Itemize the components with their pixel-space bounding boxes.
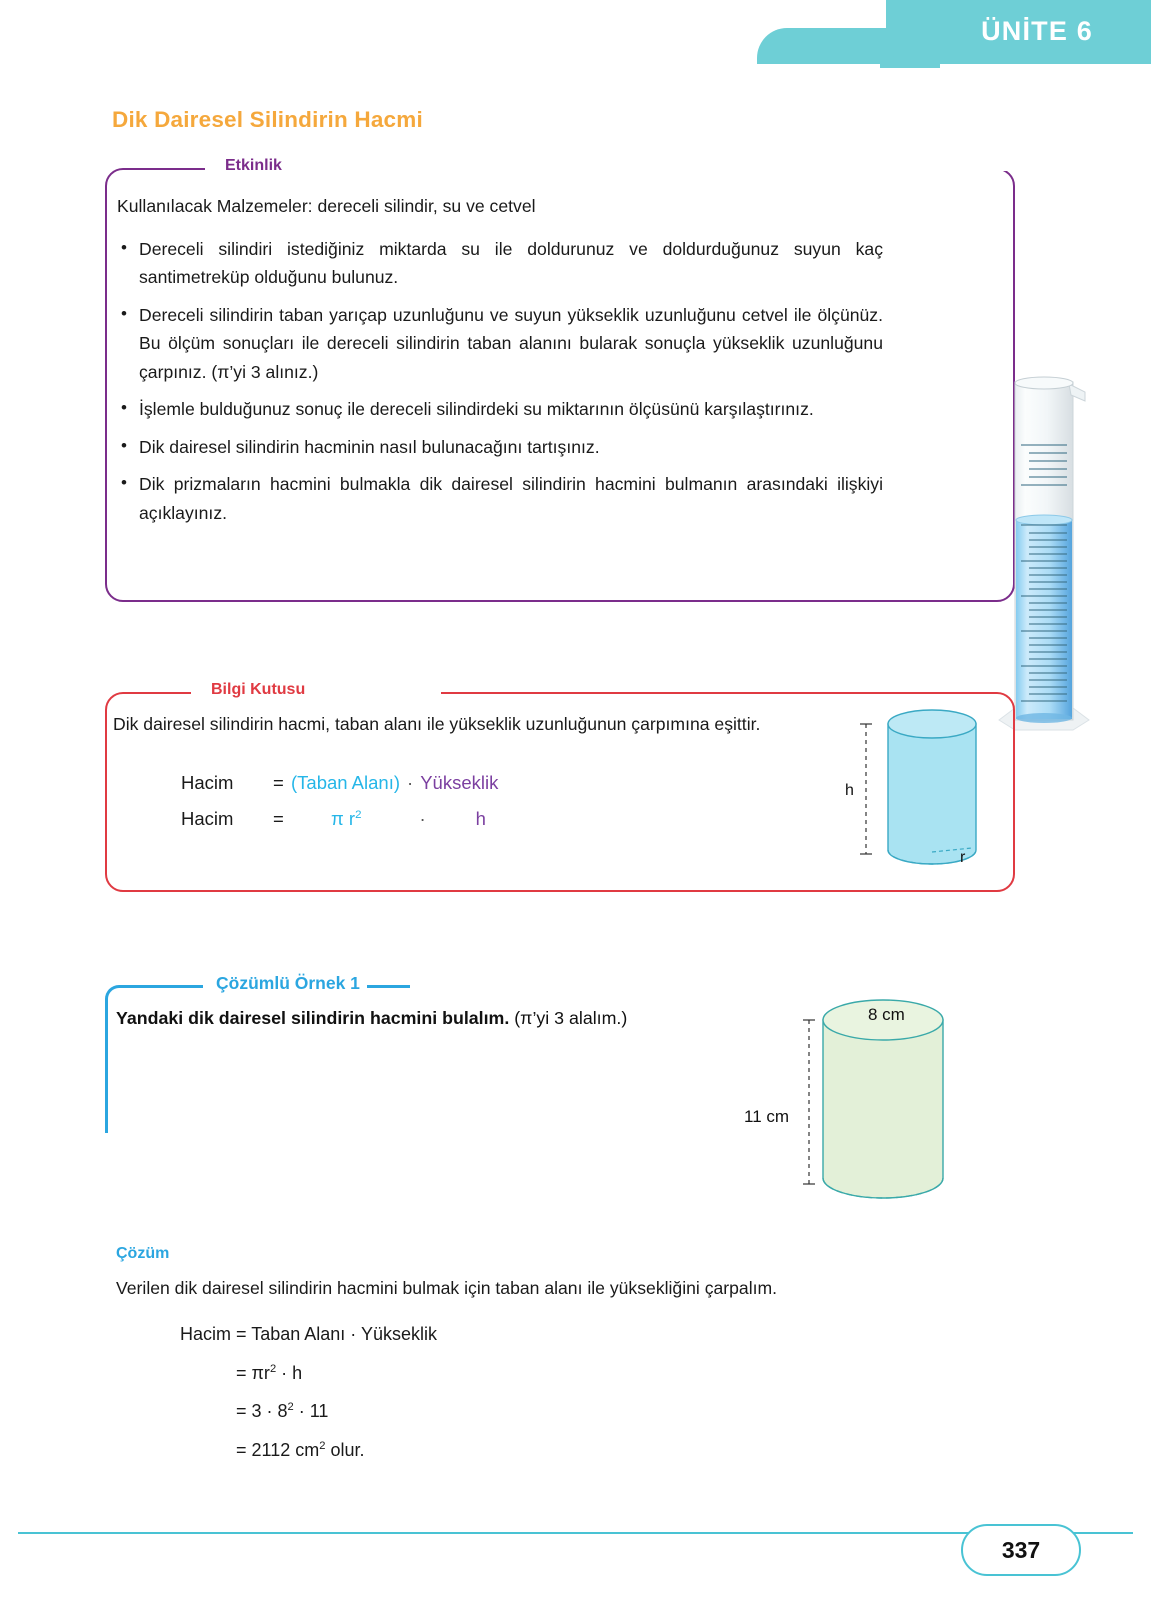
formula1-equals: = <box>273 772 284 793</box>
formula2-equals: = <box>273 808 284 829</box>
page-number: 337 <box>961 1524 1081 1576</box>
page-title: Dik Dairesel Silindirin Hacmi <box>112 107 423 132</box>
cylinder-radius-label: r <box>960 849 966 866</box>
solution-step: Hacim = Taban Alanı · Yükseklik <box>180 1324 437 1344</box>
formula-row-words <box>181 772 498 794</box>
formula1-base-area: (Taban Alanı) <box>291 772 401 793</box>
solution-label: Çözüm <box>116 1245 170 1262</box>
etkinlik-content <box>113 192 883 536</box>
example-bracket-line-left <box>125 985 203 988</box>
cylinder-diagram-icon <box>840 702 1005 874</box>
solution-step: = $3 \cdot 8^2 \cdot 11$ <box>236 1401 329 1422</box>
example-tab-label: Çözümlü Örnek 1 <box>209 973 367 994</box>
example-statement-note: (π’yi 3 alalım.) <box>514 1008 628 1028</box>
list-item: • Dereceli silindiri istediğiniz miktarda su ile doldurunuz ve doldurduğunuz suyun kaç santimetreküp olduğunu bulunuz. <box>113 235 883 292</box>
formula2-base-area: π $r^2$ <box>331 808 362 829</box>
formula2-dot: · <box>419 808 426 829</box>
etkinlik-materials-line: Kullanılacak Malzemeler: dereceli silindir, su ve cetvel <box>117 196 536 216</box>
solution-step: = 2112 $cm^2$ olur. <box>236 1440 365 1461</box>
unit-label: ÜNİTE 6 <box>981 16 1093 46</box>
formula1-dot: · <box>407 772 414 793</box>
example-bracket-corner <box>105 985 127 1007</box>
example-height-label: 11 cm <box>744 1107 790 1126</box>
bilgi-kutusu-statement: Dik dairesel silindirin hacmi, taban alanı ile yükseklik uzunluğunun çarpımına eşittir. <box>113 714 761 734</box>
etkinlik-tab-label: Etkinlik <box>215 157 292 175</box>
formula-row-symbols <box>181 808 498 830</box>
example-bracket-vertical <box>105 1001 108 1133</box>
list-item: • Dik dairesel silindirin hacminin nasıl bulunacağını tartışınız. <box>113 433 883 462</box>
list-item: • Dereceli silindirin taban yarıçap uzunluğunu ve suyun yükseklik uzunluğunu cetvel ile ölçünüz. Bu ölçüm sonuçları ile dereceli silindirin taban alanını bularak sonuçla yükseklik uzunluğunu çarpınız. (π’yi 3 alınız.) <box>113 301 883 387</box>
unit-header <box>0 0 1151 72</box>
solution-step: = $\pi r^2 \cdot h$ <box>236 1362 303 1383</box>
list-item: • Dik prizmaların hacmini bulmakla dik dairesel silindirin hacmini bulmanın arasındaki ilişkiyi açıklayınız. <box>113 470 883 527</box>
bilgi-kutusu-tab-label: Bilgi Kutusu <box>201 681 315 699</box>
bilgi-kutusu-box <box>105 681 1015 892</box>
example-statement-bold: Yandaki dik dairesel silindirin hacmini bulalım. <box>116 1008 510 1028</box>
formula2-lhs: Hacim <box>181 808 234 829</box>
etkinlik-box <box>105 157 1015 602</box>
formula2-height: h <box>475 808 486 829</box>
etkinlik-steps-list <box>113 235 883 528</box>
formula1-height: Yükseklik <box>420 772 499 793</box>
example-cylinder-icon <box>795 998 965 1213</box>
solution-steps <box>180 1315 437 1470</box>
formula1-lhs: Hacim <box>181 772 234 793</box>
etkinlik-tab-gap <box>205 165 1035 171</box>
example-statement <box>116 1008 627 1029</box>
graduated-cylinder-icon <box>981 368 1101 733</box>
cylinder-height-label: h <box>845 782 854 799</box>
list-item: • İşlemle bulduğunuz sonuç ile dereceli silindirdeki su miktarının ölçüsünü karşılaştırınız. <box>113 395 883 424</box>
solution-intro: Verilen dik dairesel silindirin hacmini bulmak için taban alanı ile yüksekliğini çarpalım. <box>116 1278 778 1298</box>
volume-formula-block <box>181 772 498 844</box>
example-diameter-label: 8 cm <box>868 1005 905 1024</box>
